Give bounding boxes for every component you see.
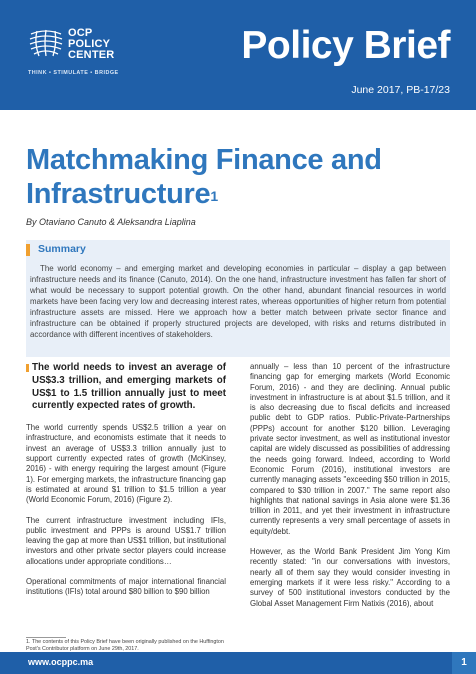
body-paragraph: Operational commitments of major international financial institutions (IFIs) total around $80 billion to $90 billion (26, 577, 226, 597)
page-number: 1 (452, 652, 476, 674)
summary-text: The world economy – and emerging market and developing economies in particular – display a gap between infrastructure needs and its finance (Canuto, 2014). On the one hand, infrastructure investment has fallen far short of what would be necessary to support potential growth. On the other hand, abundant financial resources in world markets have been facing very low and decreasing interest rates, whereas opportunities of higher return from potential infrastructure assets are missed. Here we approach how a better match between private sector finance and infrastructure can be obtained if properly structured projects are developed, with risks and returns distributed in accordance with different incentives of stakeholders. (30, 264, 446, 339)
footnote-divider (26, 637, 66, 638)
logo-line-policy: POLICY (68, 38, 111, 50)
summary-accent-bar (26, 244, 30, 256)
article-title (26, 143, 456, 211)
body-column-right (250, 362, 450, 619)
publication-type-title: Policy Brief (241, 24, 450, 67)
logo-wordmark (68, 28, 114, 61)
footer-bar (0, 652, 476, 674)
body-paragraph: However, as the World Bank President Jim Yong Kim recently stated: "in our conversations with investors, nearly all of them say they would consider investing in emerging markets if it were less risky." According to a survey of 500 institutional investors conducted by the Global Asset Management Firm Natixis (2016), about (250, 547, 450, 608)
body-paragraph: The current infrastructure investment including IFIs, public investment and PPPs is around US$1.7 trillion leaving the gap at more than US$1 trillion, but institutional investors and other private sector players could increase allocations under appropriate conditions… (26, 515, 226, 566)
logo-line-center: CENTER (68, 49, 115, 61)
summary-heading: Summary (38, 243, 86, 255)
publication-date-ref: June 2017, PB-17/23 (351, 84, 450, 96)
footer-website-link[interactable]: www.ocppc.ma (28, 657, 94, 667)
title-footnote-mark[interactable]: 1 (210, 188, 218, 204)
lead-quote (26, 362, 226, 413)
body-paragraph: annually – less than 10 percent of the infrastructure financing gap for emerging markets (World Economic Forum, 2016) - and they are declining. Annual public investment in infrastructure is at about $1.5 trillion, and it is also decreasing due to fiscal deficits and increased public debt to GDP ratios. Public-Private-Partnerships (PPPs) account for another $120 billion. Leveraging private sector investment, as well as institutional investor capital are widely discussed as possibilities of addressing the needs going forward. Indeed, according to World Economic Forum (2016), institutional investors are currently managing assets "exceeding $50 trillion in 2015, compared to $30 trillion in 2007." The same report also highlights that national savings in Asia alone were $1.36 trillion in 2011, and yet their investment in infrastructure currently represents a very small percentage of assets in equity/debt. (250, 362, 450, 536)
body-paragraph: The world currently spends US$2.5 trillion a year on infrastructure, and economists estimate that it needs to invest an average of US$3.3 trillion annually just to support currently expected rates of growth (McKinsey, 2016) - with energy requiring the largest amount (Figure 1). For emerging markets, the infrastructure financing gap is estimated at around $1 trillion to $1.5 trillion a year (World Economic Forum, 2016) (Figure 2). (26, 423, 226, 505)
article-authors: By Otaviano Canuto & Aleksandra Liaplina (26, 217, 196, 227)
logo-line-ocp: OCP (68, 27, 93, 39)
header-banner (0, 0, 476, 110)
lead-quote-text: The world needs to invest an average of US$3.3 trillion, and emerging markets of US$1 to 1.5 trillion annually just to meet currently expected rates of growth. (32, 362, 226, 412)
ocp-globe-icon (28, 28, 64, 58)
article-title-text: Matchmaking Finance and Infrastructure (26, 144, 382, 210)
body-column-left (26, 362, 226, 608)
ocp-logo[interactable] (28, 26, 138, 86)
lead-accent-bar (26, 364, 29, 372)
footnote: 1. The contents of this Policy Brief have been originally published on the Huffington Post's Contributor platform on June 29th, 2017. (26, 639, 224, 652)
logo-tagline: THINK • STIMULATE • BRIDGE (28, 70, 119, 76)
